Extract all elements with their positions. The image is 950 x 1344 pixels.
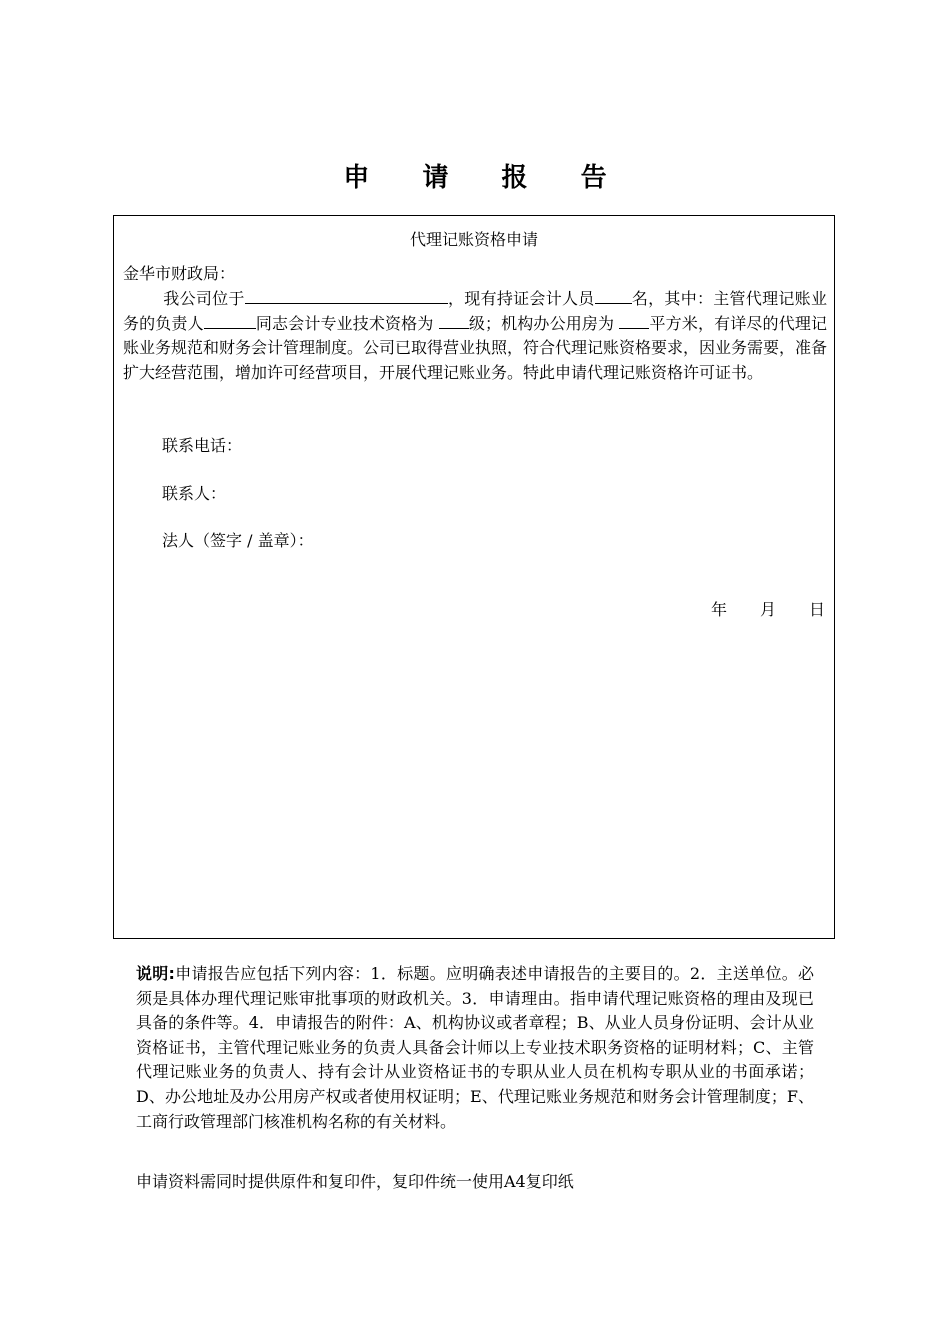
addressee: 金华市财政局： — [123, 264, 236, 283]
date-line — [711, 598, 825, 622]
copy-requirement-note: 申请资料需同时提供原件和复印件，复印件统一使用A4复印纸 — [136, 1172, 574, 1191]
page-title: 申 请 报 告 — [343, 163, 629, 193]
contact-phone-label: 联系电话： — [162, 436, 243, 455]
body-text-5: 级；机构办公用房为 — [468, 313, 620, 333]
application-form-box — [113, 215, 835, 939]
body-text-2: ，现有持证会计人员 — [447, 289, 595, 308]
body-text-4: 同志会计专业技术资格为 — [255, 313, 439, 333]
contact-person-label: 联系人： — [162, 484, 227, 503]
date-day: 日 — [808, 600, 825, 619]
manager-name-blank[interactable] — [204, 313, 256, 329]
body-text-1: 我公司位于 — [163, 289, 245, 308]
date-month: 月 — [759, 600, 776, 619]
office-area-blank[interactable] — [619, 313, 649, 329]
instructions-note — [136, 962, 814, 1134]
legal-signature-label: 法人（签字 / 盖章）： — [162, 531, 314, 550]
staff-count-blank[interactable] — [595, 288, 632, 304]
note-label: 说明: — [136, 964, 175, 983]
body-text-6: 平方米，有详尽的代理记账业务规范和财务会计管理制度。公司已取得营业执照，符合代理记账资格要求，因业务需要，准备扩大经营范围，增加许可经营项目，开展代理记账业务。特此申请代理记账资格许可证书。 — [123, 313, 828, 382]
note-text: 申请报告应包括下列内容：1．标题。应明确表述申请报告的主要目的。2．主送单位。必须是具体办理代理记账审批事项的财政机关。3．申请理由。指申请代理记账资格的理由及现已具备的条件等。4．申请报告的附件：A、机构协议或者章程；B、从业人员身份证明、会计从业资格证书，主管代理记账业务的负责人具备会计师以上专业技术职务资格的证明材料；C、主管代理记账业务的负责人、持有会计从业资格证书的专职从业人员在机构专职从业的书面承诺；D、办公地址及办公用房产权或者使用权证明；E、代理记账业务规范和财务会计管理制度；F、工商行政管理部门核准机构名称的有关材料。 — [136, 964, 814, 1131]
form-heading: 代理记账资格申请 — [409, 230, 538, 249]
date-year: 年 — [710, 600, 727, 619]
qualification-level-blank[interactable] — [439, 313, 469, 329]
application-body — [123, 287, 827, 385]
address-blank[interactable] — [245, 288, 448, 304]
body-text-3: 名，其中：主管代理记账业务的负责人 — [123, 289, 827, 333]
